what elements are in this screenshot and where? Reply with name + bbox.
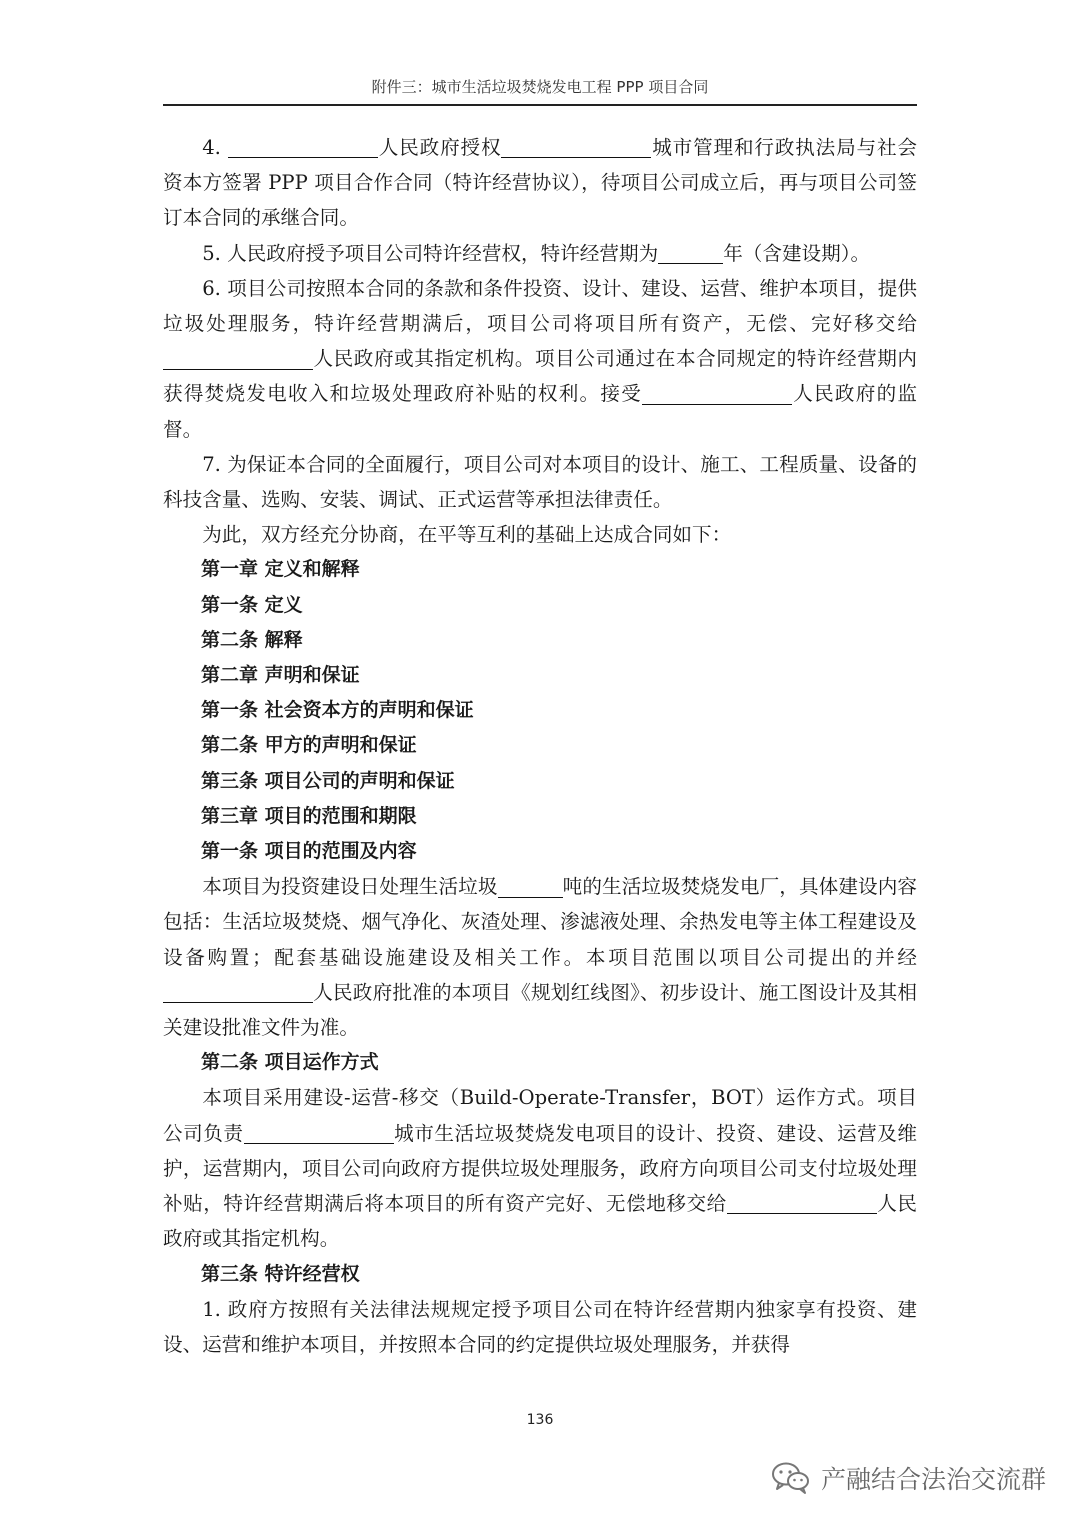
paragraph-bot [163,1080,917,1256]
article-heading: 第三条 特许经营权 [201,1262,360,1285]
document-body [163,130,917,1362]
paragraph-scope [163,869,917,1045]
paragraph-text: 人民政府或其指定机构。 [163,1192,918,1251]
article-heading: 第二条 甲方的声明和保证 [201,734,417,757]
article-heading: 第一条 项目的范围及内容 [201,840,417,863]
blank-line [658,242,723,264]
paragraph-text: 年（含建设期）。 [723,241,871,265]
blank-line [228,137,378,159]
article-heading: 第一条 定义 [201,593,303,616]
header-rule [163,104,917,106]
paragraph-text: 本项目为投资建设日处理生活垃圾 [202,875,498,899]
paragraph-7: 7. 为保证本合同的全面履行，项目公司对本项目的设计、施工、工程质量、设备的科技含量、选购、安装、调试、正式运营等承担法律责任。 [163,452,917,512]
blank-line [244,1122,394,1144]
blank-line [163,982,313,1004]
paragraph-4 [163,130,917,236]
blank-line [727,1193,877,1215]
article-heading: 第三条 项目公司的声明和保证 [201,769,455,792]
paragraph-intro: 为此，双方经充分协商，在平等互利的基础上达成合同如下： [202,523,732,547]
paragraph-franchise-1: 1. 政府方按照有关法律法规规定授予项目公司在特许经营期内独家享有投资、建设、运营和维护本项目，并按照本合同的约定提供垃圾处理服务，并获得 [163,1297,917,1356]
paragraph-text: 人民政府批准的本项目《规划红线图》、初步设计、施工图设计及其相关建设批准文件为准。 [163,980,917,1040]
paragraph-text: 吨的生活垃圾焚烧发电厂，具体建设内容包括：生活垃圾焚烧、烟气净化、灰渣处理、渗滤液处理、余热发电等主体工程建设及设备购置；配套基础设施建设及相关工作。本项目范围以项目公司提出的并经 [163,875,918,969]
chapter-3-heading: 第三章 项目的范围和期限 [201,804,417,827]
watermark-text: 产融结合法治交流群 [820,1465,1046,1494]
paragraph-text: 5. 人民政府授予项目公司特许经营权，特许经营期为 [202,241,659,265]
blank-line [498,876,563,898]
paragraph-text: 人民政府或其指定机构。项目公司通过在本合同规定的特许经营期内获得焚烧发电收入和垃圾处理政府补贴的权利。接受 [163,347,917,406]
chapter-1-heading: 第一章 定义和解释 [201,558,360,581]
article-heading: 第二条 解释 [201,628,303,651]
page-header: 附件三：城市生活垃圾焚烧发电工程 PPP 项目合同 [371,78,709,96]
paragraph-text: 人民政府的监督。 [163,382,918,441]
blank-line [163,348,313,370]
paragraph-text: 人民政府授权 [377,136,502,159]
paragraph-text: 本项目采用建设-运营-移交（Build-Operate-Transfer，BOT）运作方式。项目公司负责 [163,1086,917,1145]
paragraph-text: 6. 项目公司按照本合同的条款和条件投资、设计、建设、运营、维护本项目，提供垃圾处理服务，特许经营期满后，项目公司将项目所有资产，无偿、完好移交给 [163,276,917,336]
paragraph-6 [163,271,917,447]
blank-line [642,383,792,405]
blank-line [501,137,651,159]
paragraph-text: 4. [202,136,228,159]
article-heading: 第二条 项目运作方式 [201,1051,379,1074]
wechat-icon [771,1461,811,1495]
watermark [771,1460,1046,1496]
chapter-2-heading: 第二章 声明和保证 [201,664,360,687]
article-heading: 第一条 社会资本方的声明和保证 [201,699,474,722]
page-number: 136 [526,1412,554,1428]
paragraph-text: 城市生活垃圾焚烧发电项目的设计、投资、建设、运营及维护，运营期内，项目公司向政府方提供垃圾处理服务，政府方向项目公司支付垃圾处理补贴，特许经营期满后将本项目的所有资产完好、无偿地移交给 [163,1121,918,1216]
paragraph-5 [163,236,917,271]
paragraph-text: 城市管理和行政执法局与社会资本方签署 PPP 项目合作合同（特许经营协议），待项目公司成立后，再与项目公司签订本合同的承继合同。 [163,136,918,230]
